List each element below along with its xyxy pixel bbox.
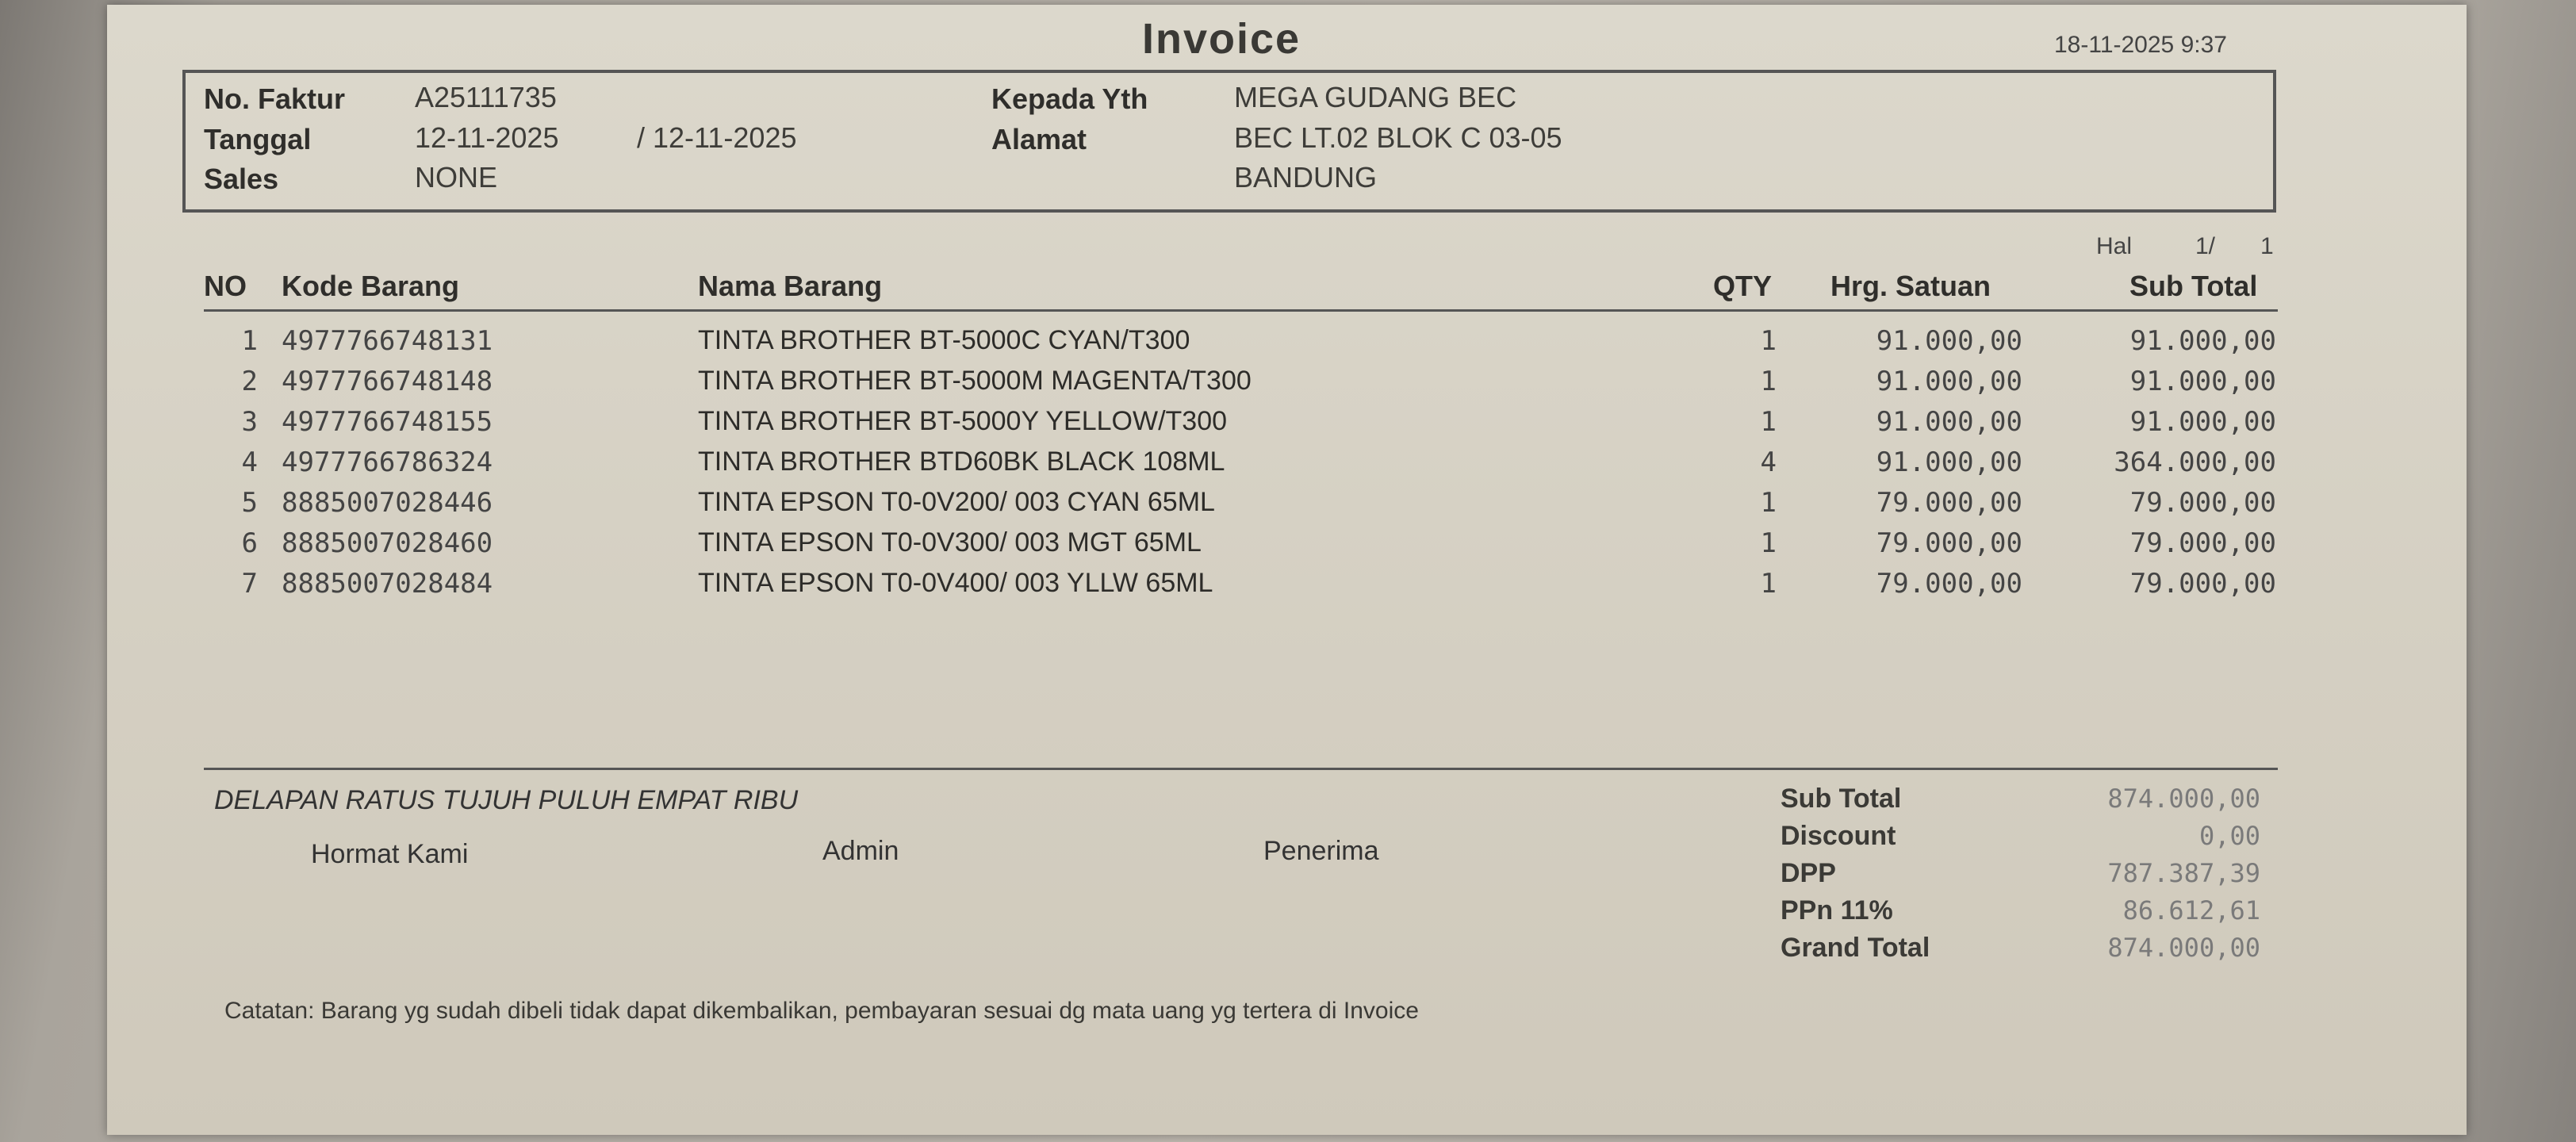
row-harga-satuan: 91.000,00 bbox=[1876, 406, 2022, 438]
dpp-label: DPP bbox=[1781, 858, 1836, 888]
col-header-qty: QTY bbox=[1713, 270, 1773, 302]
ppn-label: PPn 11% bbox=[1781, 895, 1893, 925]
row-no: 5 bbox=[241, 487, 258, 519]
row-no: 7 bbox=[241, 568, 258, 600]
col-header-kode: Kode Barang bbox=[282, 270, 460, 302]
no-faktur-value: A25111735 bbox=[415, 81, 557, 113]
row-sub-total: 91.000,00 bbox=[2129, 406, 2276, 438]
discount-label: Discount bbox=[1781, 821, 1896, 851]
page-total: 1 bbox=[2260, 233, 2274, 259]
footer-rule bbox=[204, 768, 2278, 770]
row-sub-total: 91.000,00 bbox=[2129, 325, 2276, 357]
signature-admin: Admin bbox=[822, 836, 899, 866]
row-kode-barang: 4977766748155 bbox=[282, 406, 493, 438]
kepada-value: MEGA GUDANG BEC bbox=[1234, 81, 1517, 113]
row-sub-total: 79.000,00 bbox=[2129, 568, 2276, 600]
row-kode-barang: 4977766786324 bbox=[282, 446, 493, 478]
row-qty: 4 bbox=[1760, 446, 1777, 478]
dpp-value: 787.387,39 bbox=[2107, 858, 2260, 888]
row-harga-satuan: 79.000,00 bbox=[1876, 487, 2022, 519]
row-qty: 1 bbox=[1760, 325, 1777, 357]
col-header-no: NO bbox=[204, 270, 247, 302]
tanggal-label: Tanggal bbox=[204, 123, 312, 155]
row-kode-barang: 8885007028446 bbox=[282, 487, 493, 519]
row-nama-barang: TINTA EPSON T0-0V300/ 003 MGT 65ML bbox=[698, 527, 1202, 558]
tanggal-value: 12-11-2025 bbox=[415, 121, 559, 154]
row-no: 6 bbox=[241, 527, 258, 559]
sub-total-label: Sub Total bbox=[1781, 784, 1902, 814]
row-no: 2 bbox=[241, 366, 258, 397]
grand-total-value: 874.000,00 bbox=[2107, 933, 2260, 963]
row-sub-total: 79.000,00 bbox=[2129, 487, 2276, 519]
printed-datetime: 18-11-2025 9:37 bbox=[2054, 32, 2227, 58]
row-sub-total: 91.000,00 bbox=[2129, 366, 2276, 397]
row-qty: 1 bbox=[1760, 487, 1777, 519]
tanggal-due-value: / 12-11-2025 bbox=[637, 121, 797, 154]
page-label: Hal bbox=[2096, 233, 2133, 259]
row-kode-barang: 4977766748148 bbox=[282, 366, 493, 397]
row-nama-barang: TINTA BROTHER BT-5000C CYAN/T300 bbox=[698, 325, 1190, 355]
discount-value: 0,00 bbox=[2198, 821, 2260, 851]
sub-total-value: 874.000,00 bbox=[2107, 784, 2260, 814]
row-qty: 1 bbox=[1760, 366, 1777, 397]
sales-label: Sales bbox=[204, 163, 279, 195]
amount-in-words: DELAPAN RATUS TUJUH PULUH EMPAT RIBU bbox=[214, 785, 799, 815]
no-faktur-label: No. Faktur bbox=[204, 82, 346, 115]
row-kode-barang: 4977766748131 bbox=[282, 325, 493, 357]
row-harga-satuan: 91.000,00 bbox=[1876, 446, 2022, 478]
row-no: 3 bbox=[241, 406, 258, 438]
signature-penerima: Penerima bbox=[1263, 836, 1379, 866]
row-nama-barang: TINTA BROTHER BTD60BK BLACK 108ML bbox=[698, 446, 1225, 477]
col-header-nama: Nama Barang bbox=[698, 270, 883, 302]
kepada-label: Kepada Yth bbox=[991, 82, 1148, 115]
col-header-subtotal: Sub Total bbox=[2129, 270, 2258, 302]
sales-value: NONE bbox=[415, 161, 498, 194]
row-no: 1 bbox=[241, 325, 258, 357]
signature-hormat-kami: Hormat Kami bbox=[311, 839, 469, 869]
row-kode-barang: 8885007028484 bbox=[282, 568, 493, 600]
row-harga-satuan: 91.000,00 bbox=[1876, 325, 2022, 357]
page-number: 1/ bbox=[2195, 233, 2216, 259]
row-sub-total: 79.000,00 bbox=[2129, 527, 2276, 559]
row-kode-barang: 8885007028460 bbox=[282, 527, 493, 559]
row-qty: 1 bbox=[1760, 406, 1777, 438]
invoice-note: Catatan: Barang yg sudah dibeli tidak dapat dikembalikan, pembayaran sesuai dg mata uang yg tertera di Invoice bbox=[224, 998, 1419, 1024]
invoice-title: Invoice bbox=[1142, 15, 1301, 63]
header-rule bbox=[204, 309, 2278, 312]
alamat-line2: BANDUNG bbox=[1234, 161, 1378, 194]
row-nama-barang: TINTA EPSON T0-0V200/ 003 CYAN 65ML bbox=[698, 487, 1215, 517]
row-harga-satuan: 79.000,00 bbox=[1876, 527, 2022, 559]
row-nama-barang: TINTA EPSON T0-0V400/ 003 YLLW 65ML bbox=[698, 568, 1213, 598]
row-harga-satuan: 79.000,00 bbox=[1876, 568, 2022, 600]
row-nama-barang: TINTA BROTHER BT-5000Y YELLOW/T300 bbox=[698, 406, 1228, 436]
alamat-line1: BEC LT.02 BLOK C 03-05 bbox=[1234, 121, 1562, 154]
grand-total-label: Grand Total bbox=[1781, 933, 1930, 963]
row-qty: 1 bbox=[1760, 568, 1777, 600]
row-no: 4 bbox=[241, 446, 258, 478]
alamat-label: Alamat bbox=[991, 123, 1087, 155]
row-sub-total: 364.000,00 bbox=[2114, 446, 2276, 478]
row-nama-barang: TINTA BROTHER BT-5000M MAGENTA/T300 bbox=[698, 366, 1252, 396]
ppn-value: 86.612,61 bbox=[2122, 895, 2260, 925]
row-qty: 1 bbox=[1760, 527, 1777, 559]
row-harga-satuan: 91.000,00 bbox=[1876, 366, 2022, 397]
col-header-harga: Hrg. Satuan bbox=[1830, 270, 1991, 302]
